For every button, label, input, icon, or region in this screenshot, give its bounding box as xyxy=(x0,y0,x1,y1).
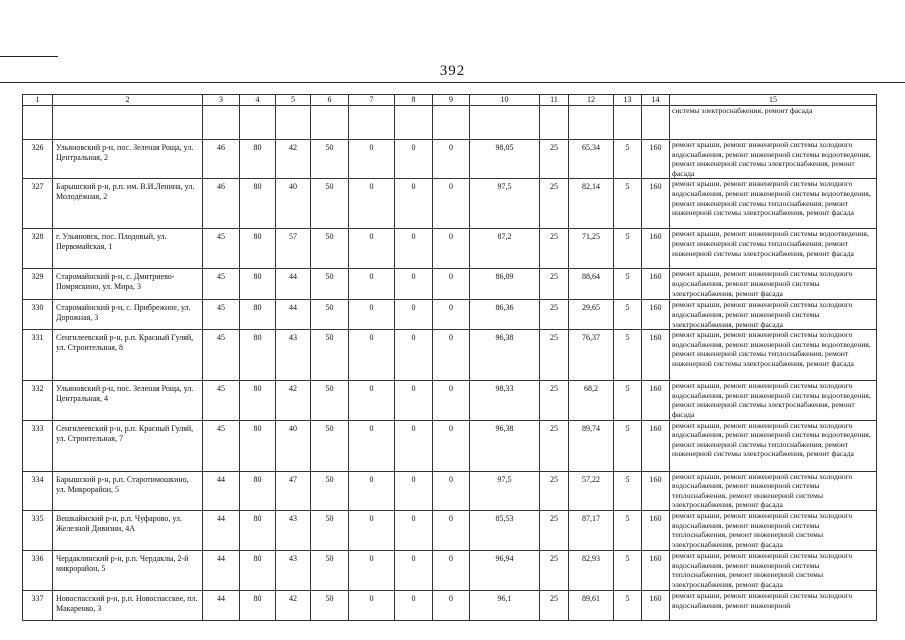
work-list-cell: ремонт крыши, ремонт инженерной системы холодного водоснабжения, ремонт инженерной системы водоотведения, ремонт инженерной системы теплоснабжения, ремонт инженерной системы электроснабжения, ремонт фасада xyxy=(670,179,877,229)
value-cell-c6: 50 xyxy=(311,140,349,179)
column-number: 7 xyxy=(349,95,395,106)
value-cell-c13: 5 xyxy=(614,300,642,330)
value-cell-c5: 43 xyxy=(276,330,311,381)
address-cell: г. Ульяновск, пос. Плодовый, ул. Первомайская, 1 xyxy=(53,229,203,269)
work-list-cell: ремонт крыши, ремонт инженерной системы водоотведения, ремонт инженерной системы теплоснабжения, ремонт инженерной системы электроснабжения, ремонт фасада xyxy=(670,229,877,269)
value-cell-c3: 46 xyxy=(203,179,240,229)
value-cell-c12: 29,65 xyxy=(569,300,614,330)
row-number: 337 xyxy=(23,590,53,620)
row-number: 330 xyxy=(23,300,53,330)
value-cell-c8: 0 xyxy=(395,590,433,620)
value-cell-c7: 0 xyxy=(349,510,395,550)
row-number: 331 xyxy=(23,330,53,381)
value-cell-c11: 25 xyxy=(540,229,569,269)
value-cell-c14: 160 xyxy=(642,140,670,179)
value-cell-c11: 25 xyxy=(540,140,569,179)
value-cell-c11: 25 xyxy=(540,381,569,420)
value-cell-c14: 160 xyxy=(642,420,670,471)
value-cell-c9: 0 xyxy=(433,381,470,420)
value-cell-c5: 42 xyxy=(276,140,311,179)
value-cell-c10: 96,38 xyxy=(470,330,540,381)
value-cell-c6: 50 xyxy=(311,471,349,510)
value-cell-c12: 76,37 xyxy=(569,330,614,381)
value-cell-c3: 44 xyxy=(203,471,240,510)
value-cell-c3: 45 xyxy=(203,381,240,420)
column-number: 10 xyxy=(470,95,540,106)
value-cell-c4: 80 xyxy=(240,590,276,620)
value-cell-c6: 50 xyxy=(311,510,349,550)
table-row xyxy=(23,330,877,381)
column-number-row xyxy=(23,95,877,106)
value-cell-c13: 5 xyxy=(614,510,642,550)
value-cell-c8: 0 xyxy=(395,140,433,179)
work-list-cell: ремонт крыши, ремонт инженерной системы холодного водоснабжения, ремонт инженерной системы теплоснабжения, ремонт инженерной системы электроснабжения, ремонт фасада xyxy=(670,510,877,550)
value-cell-c9: 0 xyxy=(433,590,470,620)
value-cell-c3: 45 xyxy=(203,269,240,300)
value-cell-c14: 160 xyxy=(642,179,670,229)
value-cell-c11: 25 xyxy=(540,550,569,590)
value-cell-c8: 0 xyxy=(395,179,433,229)
value-cell-c7: 0 xyxy=(349,381,395,420)
value-cell-c6: 50 xyxy=(311,550,349,590)
row-number: 334 xyxy=(23,471,53,510)
value-cell-c12: 65,34 xyxy=(569,140,614,179)
value-cell-c8: 0 xyxy=(395,330,433,381)
value-cell-c5: 44 xyxy=(276,269,311,300)
value-cell-c14: 160 xyxy=(642,590,670,620)
value-cell-c4: 80 xyxy=(240,269,276,300)
value-cell-c11: 25 xyxy=(540,471,569,510)
table-row xyxy=(23,471,877,510)
value-cell-c3: 44 xyxy=(203,510,240,550)
value-cell-c11: 25 xyxy=(540,590,569,620)
value-cell-c14: 160 xyxy=(642,300,670,330)
value-cell-c12: 89,74 xyxy=(569,420,614,471)
value-cell-c4: 80 xyxy=(240,300,276,330)
address-cell: Барышский р-н, р.п. им. В.И.Ленина, ул. Молодёжная, 2 xyxy=(53,179,203,229)
page-number: 392 xyxy=(439,63,466,79)
value-cell-c13: 5 xyxy=(614,179,642,229)
value-cell-c4: 80 xyxy=(240,330,276,381)
repair-program-table xyxy=(22,94,877,621)
row-number: 332 xyxy=(23,381,53,420)
value-cell-c8: 0 xyxy=(395,471,433,510)
row-number: 333 xyxy=(23,420,53,471)
column-number: 15 xyxy=(670,95,877,106)
value-cell-c10: 97,5 xyxy=(470,471,540,510)
value-cell-c8: 0 xyxy=(395,381,433,420)
value-cell-c9: 0 xyxy=(433,550,470,590)
value-cell-c12: 87,17 xyxy=(569,510,614,550)
value-cell-c8: 0 xyxy=(395,229,433,269)
value-cell-c13: 5 xyxy=(614,420,642,471)
value-cell-c9: 0 xyxy=(433,330,470,381)
value-cell-c5: 42 xyxy=(276,381,311,420)
row-number: 336 xyxy=(23,550,53,590)
column-number: 12 xyxy=(569,95,614,106)
address-cell: Сенгилеевский р-н, р.п. Красный Гуляй, ул. Строительная, 8 xyxy=(53,330,203,381)
table-row xyxy=(23,510,877,550)
value-cell-c14: 160 xyxy=(642,330,670,381)
address-cell: Сенгилеевский р-н, р.п. Красный Гуляй, ул. Строительная, 7 xyxy=(53,420,203,471)
value-cell-c11: 25 xyxy=(540,300,569,330)
value-cell-c9: 0 xyxy=(433,179,470,229)
column-number: 11 xyxy=(540,95,569,106)
column-number: 8 xyxy=(395,95,433,106)
value-cell-c10: 85,53 xyxy=(470,510,540,550)
value-cell-c6: 50 xyxy=(311,590,349,620)
value-cell-c4: 80 xyxy=(240,550,276,590)
value-cell-c13: 5 xyxy=(614,140,642,179)
value-cell-c3: 45 xyxy=(203,229,240,269)
address-cell: Старомайнский р-н, с. Дмитриево-Помряскино, ул. Мира, 3 xyxy=(53,269,203,300)
value-cell-c4: 80 xyxy=(240,420,276,471)
value-cell-c3: 44 xyxy=(203,550,240,590)
value-cell-c13: 5 xyxy=(614,229,642,269)
work-list-cell: ремонт крыши, ремонт инженерной системы холодного водоснабжения, ремонт инженерной xyxy=(670,590,877,620)
carryover-work-text: системы электроснабжения, ремонт фасада xyxy=(670,106,877,140)
carryover-row xyxy=(23,106,877,140)
column-number: 14 xyxy=(642,95,670,106)
table-row xyxy=(23,420,877,471)
value-cell-c8: 0 xyxy=(395,420,433,471)
column-number: 9 xyxy=(433,95,470,106)
work-list-cell: ремонт крыши, ремонт инженерной системы холодного водоснабжения, ремонт инженерной системы водоотведения, ремонт инженерной системы электроснабжения, ремонт фасада xyxy=(670,381,877,420)
value-cell-c7: 0 xyxy=(349,269,395,300)
value-cell-c5: 42 xyxy=(276,590,311,620)
value-cell-c5: 57 xyxy=(276,229,311,269)
work-list-cell: ремонт крыши, ремонт инженерной системы холодного водоснабжения, ремонт инженерной системы водоотведения, ремонт инженерной системы теплоснабжения, ремонт инженерной системы электроснабжения, ремонт фасада xyxy=(670,330,877,381)
bottom-edge-line xyxy=(0,82,905,83)
table-row xyxy=(23,381,877,420)
work-list-cell: ремонт крыши, ремонт инженерной системы холодного водоснабжения, ремонт инженерной системы электроснабжения, ремонт фасада xyxy=(670,269,877,300)
value-cell-c13: 5 xyxy=(614,550,642,590)
value-cell-c6: 50 xyxy=(311,420,349,471)
top-edge-line xyxy=(0,56,58,57)
table-row xyxy=(23,590,877,620)
value-cell-c12: 68,2 xyxy=(569,381,614,420)
column-number: 1 xyxy=(23,95,53,106)
work-list-cell: ремонт крыши, ремонт инженерной системы холодного водоснабжения, ремонт инженерной системы электроснабжения, ремонт фасада xyxy=(670,300,877,330)
value-cell-c4: 80 xyxy=(240,381,276,420)
row-number: 326 xyxy=(23,140,53,179)
address-cell: Барышский р-н, р.п. Старотимошкино, ул. Микрорайон, 5 xyxy=(53,471,203,510)
value-cell-c12: 57,22 xyxy=(569,471,614,510)
value-cell-c7: 0 xyxy=(349,590,395,620)
value-cell-c4: 80 xyxy=(240,471,276,510)
value-cell-c8: 0 xyxy=(395,510,433,550)
table-body xyxy=(23,95,877,621)
value-cell-c6: 50 xyxy=(311,269,349,300)
value-cell-c7: 0 xyxy=(349,229,395,269)
value-cell-c6: 50 xyxy=(311,229,349,269)
value-cell-c3: 46 xyxy=(203,140,240,179)
value-cell-c10: 87,2 xyxy=(470,229,540,269)
value-cell-c14: 160 xyxy=(642,269,670,300)
value-cell-c6: 50 xyxy=(311,381,349,420)
value-cell-c9: 0 xyxy=(433,471,470,510)
address-cell: Чердаклинский р-н, р.п. Чердаклы, 2-й микрорайон, 5 xyxy=(53,550,203,590)
address-cell: Ульяновский р-н, пос. Зеленая Роща, ул. Центральная, 4 xyxy=(53,381,203,420)
table-row xyxy=(23,550,877,590)
value-cell-c12: 82,14 xyxy=(569,179,614,229)
value-cell-c6: 50 xyxy=(311,300,349,330)
value-cell-c13: 5 xyxy=(614,330,642,381)
value-cell-c10: 86,36 xyxy=(470,300,540,330)
value-cell-c7: 0 xyxy=(349,330,395,381)
value-cell-c5: 43 xyxy=(276,510,311,550)
value-cell-c9: 0 xyxy=(433,269,470,300)
table-row xyxy=(23,269,877,300)
value-cell-c14: 160 xyxy=(642,471,670,510)
column-number: 6 xyxy=(311,95,349,106)
value-cell-c12: 88,64 xyxy=(569,269,614,300)
work-list-cell: ремонт крыши, ремонт инженерной системы холодного водоснабжения, ремонт инженерной системы водоотведения, ремонт инженерной системы электроснабжения, ремонт фасада xyxy=(670,140,877,179)
row-number: 327 xyxy=(23,179,53,229)
value-cell-c5: 40 xyxy=(276,420,311,471)
value-cell-c13: 5 xyxy=(614,381,642,420)
value-cell-c10: 86,09 xyxy=(470,269,540,300)
value-cell-c11: 25 xyxy=(540,179,569,229)
value-cell-c14: 160 xyxy=(642,381,670,420)
value-cell-c4: 80 xyxy=(240,140,276,179)
value-cell-c10: 96,1 xyxy=(470,590,540,620)
value-cell-c6: 50 xyxy=(311,330,349,381)
row-number: 335 xyxy=(23,510,53,550)
table-row xyxy=(23,179,877,229)
row-number: 329 xyxy=(23,269,53,300)
value-cell-c4: 80 xyxy=(240,229,276,269)
column-number: 3 xyxy=(203,95,240,106)
work-list-cell: ремонт крыши, ремонт инженерной системы холодного водоснабжения, ремонт инженерной системы теплоснабжения, ремонт инженерной системы электроснабжения, ремонт фасада xyxy=(670,550,877,590)
column-number: 13 xyxy=(614,95,642,106)
address-cell: Вешкаймский р-н, р.п. Чуфарово, ул. Железной Дивизии, 4А xyxy=(53,510,203,550)
value-cell-c11: 25 xyxy=(540,330,569,381)
value-cell-c11: 25 xyxy=(540,510,569,550)
value-cell-c10: 96,38 xyxy=(470,420,540,471)
value-cell-c7: 0 xyxy=(349,179,395,229)
address-cell: Старомайнский р-н, с. Прибрежное, ул. Дорожная, 3 xyxy=(53,300,203,330)
address-cell: Новоспасский р-н, р.п. Новоспасское, пл. Макаренко, 3 xyxy=(53,590,203,620)
value-cell-c7: 0 xyxy=(349,420,395,471)
value-cell-c3: 44 xyxy=(203,590,240,620)
table-row xyxy=(23,300,877,330)
value-cell-c8: 0 xyxy=(395,300,433,330)
work-list-cell: ремонт крыши, ремонт инженерной системы холодного водоснабжения, ремонт инженерной системы теплоснабжения, ремонт инженерной системы электроснабжения, ремонт фасада xyxy=(670,471,877,510)
value-cell-c12: 89,61 xyxy=(569,590,614,620)
value-cell-c9: 0 xyxy=(433,229,470,269)
value-cell-c6: 50 xyxy=(311,179,349,229)
value-cell-c13: 5 xyxy=(614,590,642,620)
value-cell-c10: 96,94 xyxy=(470,550,540,590)
value-cell-c3: 45 xyxy=(203,420,240,471)
value-cell-c10: 97,5 xyxy=(470,179,540,229)
value-cell-c13: 5 xyxy=(614,471,642,510)
value-cell-c4: 80 xyxy=(240,510,276,550)
value-cell-c12: 82,93 xyxy=(569,550,614,590)
value-cell-c8: 0 xyxy=(395,269,433,300)
value-cell-c5: 44 xyxy=(276,300,311,330)
value-cell-c10: 98,33 xyxy=(470,381,540,420)
value-cell-c10: 98,05 xyxy=(470,140,540,179)
value-cell-c3: 45 xyxy=(203,330,240,381)
value-cell-c11: 25 xyxy=(540,269,569,300)
value-cell-c13: 5 xyxy=(614,269,642,300)
row-number: 328 xyxy=(23,229,53,269)
address-cell: Ульяновский р-н, пос. Зеленая Роща, ул. Центральная, 2 xyxy=(53,140,203,179)
value-cell-c3: 45 xyxy=(203,300,240,330)
column-number: 4 xyxy=(240,95,276,106)
value-cell-c14: 160 xyxy=(642,550,670,590)
value-cell-c9: 0 xyxy=(433,300,470,330)
table-row xyxy=(23,140,877,179)
column-number: 2 xyxy=(53,95,203,106)
value-cell-c8: 0 xyxy=(395,550,433,590)
value-cell-c7: 0 xyxy=(349,471,395,510)
value-cell-c9: 0 xyxy=(433,140,470,179)
value-cell-c7: 0 xyxy=(349,300,395,330)
value-cell-c9: 0 xyxy=(433,420,470,471)
table-row xyxy=(23,229,877,269)
value-cell-c14: 160 xyxy=(642,510,670,550)
value-cell-c7: 0 xyxy=(349,550,395,590)
value-cell-c5: 43 xyxy=(276,550,311,590)
value-cell-c5: 47 xyxy=(276,471,311,510)
value-cell-c4: 80 xyxy=(240,179,276,229)
value-cell-c5: 40 xyxy=(276,179,311,229)
value-cell-c14: 160 xyxy=(642,229,670,269)
column-number: 5 xyxy=(276,95,311,106)
value-cell-c12: 71,25 xyxy=(569,229,614,269)
work-list-cell: ремонт крыши, ремонт инженерной системы холодного водоснабжения, ремонт инженерной системы водоотведения, ремонт инженерной системы теплоснабжения, ремонт инженерной системы электроснабжения, ремонт фасада xyxy=(670,420,877,471)
value-cell-c11: 25 xyxy=(540,420,569,471)
value-cell-c9: 0 xyxy=(433,510,470,550)
value-cell-c7: 0 xyxy=(349,140,395,179)
